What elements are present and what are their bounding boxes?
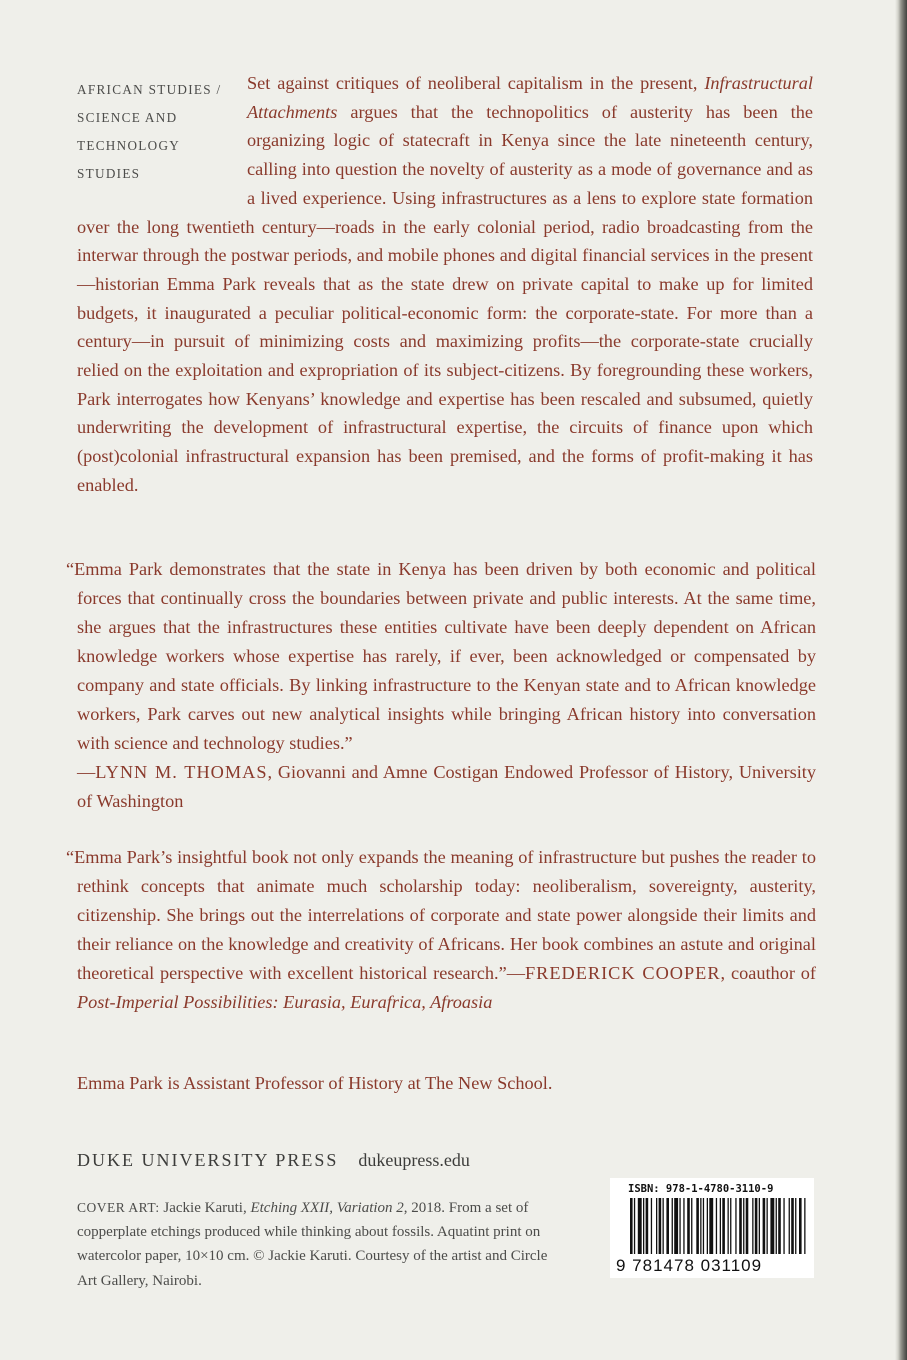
blurb-author: FREDERICK COOPER bbox=[524, 963, 721, 983]
barcode-bar bbox=[630, 1198, 633, 1254]
barcode-bar bbox=[638, 1198, 642, 1254]
blurb-dash: — bbox=[77, 762, 96, 782]
barcode-bar bbox=[703, 1198, 704, 1254]
barcode-bar bbox=[755, 1198, 758, 1254]
barcode-bar bbox=[789, 1198, 790, 1254]
barcode-bar bbox=[666, 1198, 669, 1254]
isbn-barcode bbox=[610, 1178, 814, 1278]
barcode-bar bbox=[735, 1198, 736, 1254]
cover-art-edge bbox=[895, 0, 907, 1360]
barcode-bar bbox=[716, 1198, 717, 1254]
publisher-name: DUKE UNIVERSITY PRESS bbox=[77, 1150, 339, 1170]
description-lead: Set against critiques of neoliberal capitalism in the present, bbox=[247, 73, 705, 93]
credits-label: COVER ART: bbox=[77, 1200, 160, 1215]
barcode-bar bbox=[656, 1198, 657, 1254]
book-title: Infrastructural Attachments bbox=[247, 73, 813, 122]
barcode-bar bbox=[722, 1198, 725, 1254]
cover-credits bbox=[77, 1196, 557, 1293]
barcode-bar bbox=[663, 1198, 664, 1254]
blurb-text: “Emma Park demonstrates that the state in Kenya has been driven by both economic and political forces that continually cross the boundaries between private and public interests. At the same time, she argues that the infrastructures these entities cultivate have been deeply dependent on African knowledge workers whose expertise has rarely, if ever, been acknowledged or compensated by company and state officials. By linking infrastructure to the Kenyan state and to African knowledge workers, Park carves out new analytical insights while bringing African history into conversation with science and technology studies.” bbox=[66, 559, 816, 753]
barcode-bar bbox=[730, 1198, 731, 1254]
blurb-affiliation: , coauthor of bbox=[720, 963, 816, 983]
blurb-text: “Emma Park’s insightful book not only expands the meaning of infrastructure but pushes the reader to rethink concepts that animate much scholarship today: neoliberalism, sovereignty, austerity, citizenship. She brings out the interrelations of corporate and state power alongside their limits and their reliance on the knowledge and creativity of Africans. Her book combines an astute and original theoretical perspective with excellent historical research.” bbox=[66, 847, 816, 983]
barcode-bar bbox=[746, 1198, 749, 1254]
publisher-url: dukeupress.edu bbox=[358, 1150, 470, 1170]
blurb-book-title: Post-Imperial Possibilities: Eurasia, Eurafrica, Afroasia bbox=[77, 992, 493, 1012]
subject-category: AFRICAN STUDIES / SCIENCE AND TECHNOLOGY STUDIES bbox=[77, 82, 222, 181]
publisher bbox=[77, 1150, 470, 1171]
barcode-bar bbox=[709, 1198, 713, 1254]
barcode-bar bbox=[799, 1198, 802, 1254]
barcode-bar bbox=[743, 1198, 744, 1254]
barcode-bar bbox=[707, 1198, 708, 1254]
credits-details: , 2018. From a set of copperplate etchings produced while thinking about fossils. Aquatint print on watercolor paper, 10×10 cm. © Jackie Karuti. Courtesy of the artist and Circle Art Gallery, Nairobi. bbox=[77, 1200, 548, 1289]
credits-artist: Jackie Karuti, bbox=[159, 1200, 251, 1216]
barcode-bar bbox=[687, 1198, 690, 1254]
barcode-bar bbox=[739, 1198, 742, 1254]
barcode-bar bbox=[651, 1198, 652, 1254]
barcode-bar bbox=[767, 1198, 768, 1254]
barcode-bar bbox=[783, 1198, 784, 1254]
barcode-bar bbox=[659, 1198, 662, 1254]
barcode-bar bbox=[643, 1198, 644, 1254]
blurb-thomas bbox=[66, 555, 816, 816]
barcode-bar bbox=[776, 1198, 777, 1254]
barcode-bar bbox=[791, 1198, 794, 1254]
book-description bbox=[77, 69, 813, 500]
barcode-bar bbox=[700, 1198, 701, 1254]
blurb-dash: — bbox=[506, 963, 525, 983]
blurb-cooper bbox=[66, 843, 816, 1017]
barcode-bar bbox=[728, 1198, 729, 1254]
barcode-bar bbox=[795, 1198, 796, 1254]
barcode-bar bbox=[770, 1198, 774, 1254]
description-body: argues that the technopolitics of austerity has been the organizing logic of statecraft in Kenya since the late nineteenth century, calling into question the novelty of austerity as a mode of governance and as a lived experience. Using infrastructures as a lens to explore state formation over the long twentieth century—roads in the early colonial period, radio broadcasting from the interwar through the postwar periods, and mobile phones and digital financial services in the present—historian Emma Park reveals that as the state drew on private capital to make up for limited budgets, it inaugurated a peculiar political-economic form: the corporate-state. For more than a century—in pursuit of minimizing costs and maximizing profits—the corporate-state crucially relied on the exploitation and expropriation of its subject-citizens. By foregrounding these workers, Park interrogates how Kenyans’ knowledge and expertise has been rescaled and subsumed, quietly underwriting the development of infrastructural expertise, the circuits of finance upon which (post)colonial infrastructural expansion has been premised, and the forms of profit-making it has enabled. bbox=[77, 101, 813, 495]
barcode-bar bbox=[778, 1198, 781, 1254]
barcode-bar bbox=[752, 1198, 753, 1254]
credits-work: Etching XXII, Variation 2 bbox=[250, 1200, 404, 1216]
barcode-bar bbox=[720, 1198, 721, 1254]
barcode-bar bbox=[763, 1198, 766, 1254]
barcode-bar bbox=[683, 1198, 684, 1254]
category-spacer bbox=[77, 69, 247, 184]
barcode-bar bbox=[804, 1198, 805, 1254]
barcode-bar bbox=[696, 1198, 699, 1254]
barcode-digits: 9 781478 031109 bbox=[616, 1256, 763, 1275]
blurb-affiliation: , Giovanni and Amne Costigan Endowed Professor of History, University of Washington bbox=[77, 762, 816, 811]
author-bio: Emma Park is Assistant Professor of History at The New School. bbox=[77, 1073, 553, 1093]
barcode-bar bbox=[679, 1198, 680, 1254]
isbn-label: ISBN: 978-1-4780-3110-9 bbox=[628, 1183, 774, 1195]
barcode-bar bbox=[646, 1198, 649, 1254]
barcode-bar bbox=[672, 1198, 673, 1254]
blurb-author: LYNN M. THOMAS bbox=[95, 762, 268, 782]
barcode-bar bbox=[759, 1198, 760, 1254]
barcode-bar bbox=[691, 1198, 692, 1254]
barcode-bar bbox=[674, 1198, 678, 1254]
barcode-bar bbox=[634, 1198, 635, 1254]
